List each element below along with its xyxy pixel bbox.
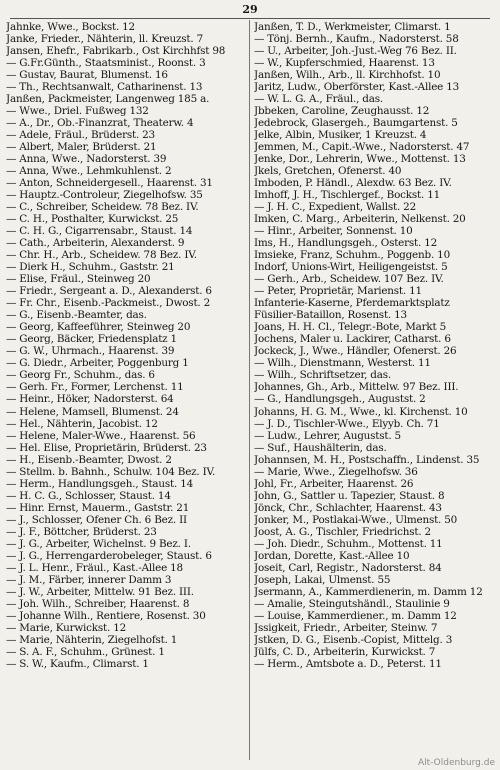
directory-entry: Janßen, Packmeister, Langenweg 185 a. bbox=[6, 93, 210, 106]
directory-entry: — Helene, Maler-Wwe., Haarenst. 56 bbox=[6, 429, 196, 442]
directory-entry: Infanterie-Kaserne, Pferdemarktsplatz bbox=[254, 297, 450, 310]
directory-entry: Imsieke, Franz, Schuhm., Poggenb. 10 bbox=[254, 249, 450, 262]
directory-entry: Jssigkeit, Friedr., Arbeiter, Steinw. 7 bbox=[254, 621, 438, 634]
directory-entry: — Louise, Kammerdiener., m. Damm 12 bbox=[254, 609, 457, 622]
directory-entry: Indorf, Unions-Wirt, Heiligengeistst. 5 bbox=[254, 261, 448, 274]
directory-entry: — Gerh. Fr., Former, Lerchenst. 11 bbox=[6, 381, 184, 394]
right-column bbox=[254, 21, 492, 670]
directory-entry: Jaritz, Ludw., Oberförster, Kast.-Allee 13 bbox=[254, 81, 460, 94]
directory-entry: — Dierk H., Schuhm., Gaststr. 21 bbox=[6, 261, 175, 274]
directory-entry: Ims, H., Handlungsgeh., Osterst. 12 bbox=[254, 237, 438, 250]
directory-entry: — C. H. G., Cigarrensabr., Staust. 14 bbox=[6, 225, 193, 238]
directory-entry: — Fr. Chr., Eisenb.-Packmeist., Dwost. 2 bbox=[6, 297, 211, 310]
directory-entry: — Suf., Haushälterin, das. bbox=[254, 441, 387, 454]
directory-entry: Jkels, Gretchen, Ofenerst. 40 bbox=[254, 165, 402, 178]
directory-entry: Jansen, Ehefr., Fabrikarb., Ost Kirchhfst 98 bbox=[6, 45, 226, 58]
directory-entry: — Georg Fr., Schuhm., das. 6 bbox=[6, 369, 155, 382]
directory-entry: — Joh. Diedr., Schuhm., Mottenst. 11 bbox=[254, 537, 443, 550]
directory-entry: — Amalie, Steingutshändl., Staulinie 9 bbox=[254, 597, 450, 610]
directory-entry: — Anna, Wwe., Lehmkuhlenst. 2 bbox=[6, 165, 172, 178]
directory-entry: Joost, A. G., Tischler, Friedrichst. 2 bbox=[254, 525, 431, 538]
directory-entry: — Herm., Amtsbote a. D., Peterst. 11 bbox=[254, 657, 442, 670]
directory-entry: — J. L. Henr., Fräul., Kast.-Allee 18 bbox=[6, 561, 183, 574]
directory-entry: — Gustav, Baurat, Blumenst. 16 bbox=[6, 69, 168, 82]
directory-entry: — J. D., Tischler-Wwe., Elyyb. Ch. 71 bbox=[254, 417, 440, 430]
directory-entry: — Marie, Wwe., Ziegelhofsw. 36 bbox=[254, 465, 418, 478]
directory-entry: Jordan, Dorette, Kast.-Allee 10 bbox=[254, 549, 410, 562]
directory-entry: — Joh. Wilh., Schreiber, Haarenst. 8 bbox=[6, 597, 190, 610]
directory-entry: Jbbeken, Caroline, Zeughausst. 12 bbox=[254, 105, 430, 118]
directory-entry: Imboden, P. Händl., Alexdw. 63 Bez. IV. bbox=[254, 177, 452, 190]
directory-entry: Jülfs, C. D., Arbeiterin, Kurwickst. 7 bbox=[254, 645, 436, 658]
directory-entry: Janke, Frieder., Nähterin, ll. Kreuzst. 7 bbox=[6, 33, 203, 46]
directory-entry: — J. W., Arbeiter, Mittelw. 91 Bez. III. bbox=[6, 585, 194, 598]
directory-entry: Jemmen, M., Capit.-Wwe., Nadorsterst. 47 bbox=[254, 141, 470, 154]
directory-entry: Jönck, Chr., Schlachter, Haarenst. 43 bbox=[254, 501, 442, 514]
directory-entry: John, G., Sattler u. Tapezier, Staust. 8 bbox=[254, 489, 445, 502]
directory-entry: — J. G., Herrengarderobeleger, Staust. 6 bbox=[6, 549, 212, 562]
directory-entry: Jockeck, J., Wwe., Händler, Ofenerst. 26 bbox=[254, 345, 457, 358]
directory-entry: — Hauptz.-Controleur, Ziegelhofsw. 35 bbox=[6, 189, 203, 202]
directory-entry: — Gerh., Arb., Scheidew. 107 Bez. IV. bbox=[254, 273, 444, 286]
directory-entry: Janßen, Wilh., Arb., ll. Kirchhofst. 10 bbox=[254, 69, 441, 82]
directory-entry: Jahnke, Wwe., Bockst. 12 bbox=[6, 21, 135, 33]
directory-entry: — Herm., Handlungsgeh., Staust. 14 bbox=[6, 477, 194, 490]
directory-entry: Jochens, Maler u. Lackirer, Catharst. 6 bbox=[254, 333, 451, 346]
directory-entry: Johanns, H. G. M., Wwe., kl. Kirchenst. 10 bbox=[254, 405, 468, 418]
directory-entry: — G.Fr.Günth., Staatsminist., Roonst. 3 bbox=[6, 57, 206, 70]
directory-entry: — J. M., Färber, innerer Damm 3 bbox=[6, 573, 172, 586]
directory-entry: — J., Schlosser, Ofener Ch. 6 Bez. II bbox=[6, 513, 187, 526]
watermark: Alt-Oldenburg.de bbox=[417, 758, 495, 768]
directory-entry: Jelke, Albin, Musiker, 1 Kreuzst. 4 bbox=[254, 129, 427, 142]
directory-entry: — Ludw., Lehrer, Augustst. 5 bbox=[254, 429, 401, 442]
directory-entry: Jstken, D. G., Eisenb.-Copist, Mittelg. 3 bbox=[254, 633, 453, 646]
directory-entry: — Hinr. Ernst, Mauerm., Gaststr. 21 bbox=[6, 501, 190, 514]
directory-entry: — G., Eisenb.-Beamter, das. bbox=[6, 309, 147, 322]
directory-entry: — Tönj. Bernh., Kaufm., Nadorsterst. 58 bbox=[254, 33, 459, 46]
directory-entry: — Georg, Kaffeeführer, Steinweg 20 bbox=[6, 321, 191, 334]
directory-entry: Johl, Fr., Arbeiter, Haarenst. 26 bbox=[254, 477, 414, 490]
directory-entry: — W. L. G. A., Fräul., das. bbox=[254, 93, 383, 106]
directory-entry: — H. C. G., Schlosser, Staust. 14 bbox=[6, 489, 171, 502]
directory-entry: — G. Diedr., Arbeiter, Poggenburg 1 bbox=[6, 357, 189, 370]
directory-entry: — W., Kupferschmied, Haarenst. 13 bbox=[254, 57, 435, 70]
directory-entry: Johannes, Gh., Arb., Mittelw. 97 Bez. III. bbox=[254, 381, 459, 394]
directory-entry: — Wilh., Schriftsetzer, das. bbox=[254, 369, 391, 382]
directory-entry: — S. A. F., Schuhm., Grünest. 1 bbox=[6, 645, 165, 658]
directory-entry: — Peter, Proprietär, Marienst. 11 bbox=[254, 285, 422, 298]
directory-entry: — Albert, Maler, Brüderst. 21 bbox=[6, 141, 157, 154]
directory-entry: — A., Dr., Ob.-Finanzrat, Theaterw. 4 bbox=[6, 117, 194, 130]
directory-entry: — H., Eisenb.-Beamter, Dwost. 2 bbox=[6, 453, 172, 466]
directory-entry: Jenke, Dor., Lehrerin, Wwe., Mottenst. 13 bbox=[254, 153, 466, 166]
directory-entry: — U., Arbeiter, Joh.-Just.-Weg 76 Bez. II. bbox=[254, 45, 457, 58]
directory-entry: Jedebrock, Glasergeh., Baumgartenst. 5 bbox=[254, 117, 458, 130]
directory-entry: — Heinr., Höker, Nadorsterst. 64 bbox=[6, 393, 174, 406]
directory-entry: — Hel., Nähterin, Jacobist. 12 bbox=[6, 417, 158, 430]
directory-entry: — G. W., Uhrmach., Haarenst. 39 bbox=[6, 345, 175, 358]
header-rule bbox=[10, 18, 490, 19]
directory-entry: — J. H. C., Expedient, Wallst. 22 bbox=[254, 201, 417, 214]
directory-entry: Jsermann, A., Kammerdienerin, m. Damm 12 bbox=[254, 585, 483, 598]
left-column bbox=[6, 21, 244, 670]
directory-entry: — Cath., Arbeiterin, Alexanderst. 9 bbox=[6, 237, 185, 250]
directory-entry: — Anton, Schneidergesell., Haarenst. 31 bbox=[6, 177, 213, 190]
directory-entry: — Wwe., Driel. Fußweg 132 bbox=[6, 105, 149, 118]
column-divider bbox=[249, 20, 250, 760]
directory-entry: — Hinr., Arbeiter, Sonnenst. 10 bbox=[254, 225, 413, 238]
directory-entry: — Stellm. b. Bahnh., Schulw. 104 Bez. IV. bbox=[6, 465, 216, 478]
directory-entry: Imhoff, J. H., Tischlergef., Bockst. 11 bbox=[254, 189, 441, 202]
directory-entry: — J. G., Arbeiter, Wichelnst. 9 Bez. I. bbox=[6, 537, 191, 550]
page-number: 29 bbox=[242, 3, 258, 16]
directory-entry: Imken, C. Marg., Arbeiterin, Nelkenst. 20 bbox=[254, 213, 466, 226]
directory-entry: — Wilh., Dienstmann, Westerst. 11 bbox=[254, 357, 431, 370]
directory-entry: — Georg, Bäcker, Friedensplatz 1 bbox=[6, 333, 177, 346]
directory-entry: — G., Handlungsgeh., Augustst. 2 bbox=[254, 393, 426, 406]
directory-entry: — Adele, Fräul., Brüderst. 23 bbox=[6, 129, 155, 142]
directory-entry: — Elise, Fräul., Steinweg 20 bbox=[6, 273, 151, 286]
directory-entry: — C. H., Posthalter, Kurwickst. 25 bbox=[6, 213, 179, 226]
directory-entry: — J. F., Böttcher, Brüderst. 23 bbox=[6, 525, 157, 538]
directory-entry: Jonker, M., Postlakai-Wwe., Ulmenst. 50 bbox=[254, 513, 458, 526]
directory-entry: — Marie, Kurwickst. 12 bbox=[6, 621, 127, 634]
directory-entry: — C., Schreiber, Scheidew. 78 Bez. IV. bbox=[6, 201, 199, 214]
directory-entry: — Th., Rechtsanwalt, Catharinenst. 13 bbox=[6, 81, 203, 94]
directory-entry: Johannsen, M. H., Postschaffn., Lindenst. 35 bbox=[254, 453, 480, 466]
directory-entry: Joseit, Carl, Registr., Nadorsterst. 84 bbox=[254, 561, 442, 574]
directory-entry: — Anna, Wwe., Nadorsterst. 39 bbox=[6, 153, 167, 166]
directory-entry: — Marie, Nähterin, Ziegelhofst. 1 bbox=[6, 633, 178, 646]
directory-entry: — S. W., Kaufm., Climarst. 1 bbox=[6, 657, 149, 670]
directory-entry: — Helene, Mamsell, Blumenst. 24 bbox=[6, 405, 179, 418]
directory-entry: Füsilier-Bataillon, Rosenst. 13 bbox=[254, 309, 407, 322]
directory-entry: — Chr. H., Arb., Scheidew. 78 Bez. IV. bbox=[6, 249, 197, 262]
directory-entry: — Johanne Wilh., Rentiere, Rosenst. 30 bbox=[6, 609, 206, 622]
directory-entry: Joseph, Lakai, Ulmenst. 55 bbox=[254, 573, 391, 586]
directory-entry: — Hel. Elise, Proprietärin, Brüderst. 23 bbox=[6, 441, 207, 454]
directory-entry: — Friedr., Sergeant a. D., Alexanderst. 6 bbox=[6, 285, 212, 298]
directory-entry: Janßen, T. D., Werkmeister, Climarst. 1 bbox=[254, 21, 451, 33]
directory-entry: Joans, H. H. Cl., Telegr.-Bote, Markt 5 bbox=[254, 321, 447, 334]
